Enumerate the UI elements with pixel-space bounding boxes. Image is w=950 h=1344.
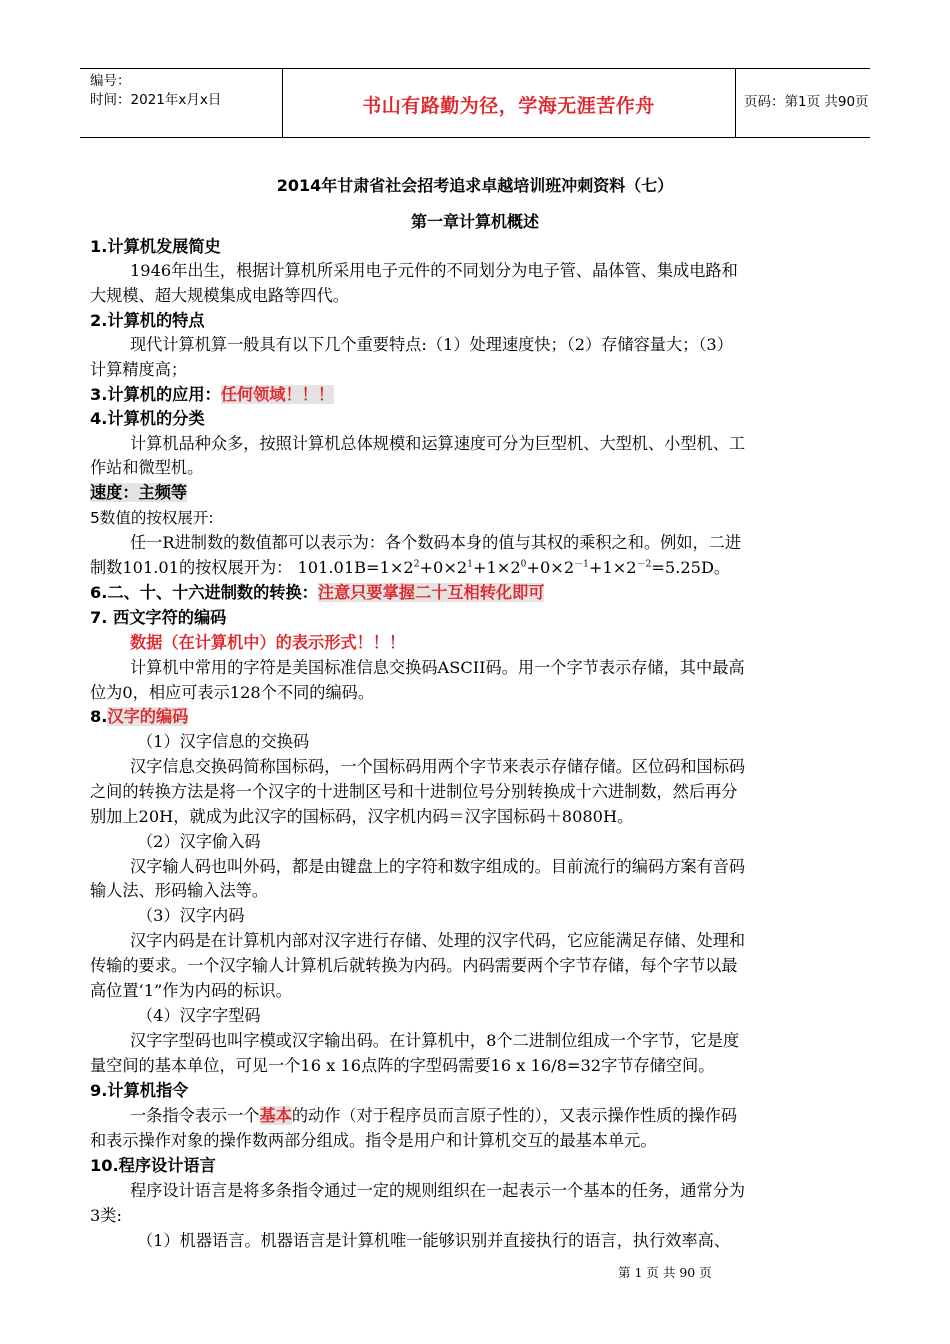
section-8-sub-3: （3）汉字内码 — [137, 906, 245, 925]
section-3-heading — [90, 383, 334, 407]
header-center-cell — [282, 69, 736, 137]
page-footer: 第 1 页 共 90 页 — [618, 1265, 712, 1280]
header-right-cell — [735, 69, 870, 137]
section-5-text-2 — [90, 556, 730, 580]
section-8-sub-1-text-3: 别加上20H，就成为此汉字的国标码，汉字机内码＝汉字国标码＋8080H。 — [90, 807, 634, 826]
section-4-text-2: 作站和微型机。 — [90, 458, 204, 477]
section-2-heading: 2.计算机的特点 — [90, 311, 205, 330]
expansion-part-b: +0×2 — [419, 558, 468, 577]
expansion-part-e: +1×2 — [588, 558, 637, 577]
exponent-2: 1 — [467, 559, 473, 570]
section-9-text-2: 和表示操作对象的操作数两部分组成。指令是用户和计算机交互的最基本单元。 — [90, 1131, 657, 1150]
section-2-text-2: 计算精度高； — [90, 360, 188, 379]
section-4-text-1: 计算机品种众多，按照计算机总体规模和运算速度可分为巨型机、大型机、小型机、工 — [130, 434, 746, 453]
section-1-text-2: 大规模、超大规模集成电路等四代。 — [90, 286, 349, 305]
section-8-sub-2-text-1: 汉字输人码也叫外码，都是由键盘上的字符和数字组成的。目前流行的编码方案有音码 — [130, 857, 746, 876]
time-label: 时间：2021年x月x日 — [90, 92, 222, 108]
exponent-5: －2 — [636, 559, 652, 570]
section-7-text-2: 位为0，相应可表示128个不同的编码。 — [90, 683, 375, 702]
section-8-sub-2: （2）汉字偷入码 — [137, 832, 261, 851]
section-8-sub-3-text-2: 传输的要求。一个汉字输人计算机后就转换为内码。内码需要两个字节存储，每个字节以最 — [90, 956, 738, 975]
section-8-title: 汉字的编码 — [107, 707, 189, 726]
section-1-text-1: 1946年出生，根据计算机所采用电子元件的不同划分为电子管、晶体管、集成电路和 — [130, 261, 738, 280]
section-7-emphasis: 数据（在计算机中）的表示形式！！！ — [130, 633, 406, 652]
section-8-sub-1-text-1: 汉字信息交换码简称国标码，一个国标码用两个字节来表示存储存储。区位码和国标码 — [130, 757, 746, 776]
section-5-heading: 5数值的按权展开: — [90, 509, 214, 527]
page-info: 页码：第1页 共90页 — [744, 94, 869, 110]
section-3-emphasis: 任何领域！！！ — [220, 385, 335, 404]
section-8-sub-3-text-3: 高位置‘1”作为内码的标识。 — [90, 981, 292, 1000]
section-6-heading-label: 6.二、十、十六进制数的转换： — [90, 583, 318, 602]
chapter-title: 第一章计算机概述 — [410, 212, 539, 231]
section-10-text-2: 3类: — [90, 1206, 122, 1225]
section-8-sub-2-text-2: 输人法、形码输入法等。 — [90, 881, 269, 900]
section-7-heading: 7. 西文字符的编码 — [90, 608, 227, 627]
section-9-text-1-b: 的动作（对于程序员而言原子性的），又表示操作性质的操作码 — [291, 1106, 738, 1125]
speed-note: 速度：主频等 — [90, 483, 188, 502]
section-9-text-1-a: 一条指令表示一个 — [130, 1106, 260, 1125]
section-10-text-3: （1）机器语言。机器语言是计算机唯一能够识别并直接执行的语言，执行效率高、 — [137, 1231, 731, 1250]
section-6-emphasis: 注意只要掌握二十互相转化即可 — [317, 583, 545, 602]
section-3-heading-label: 3.计算机的应用： — [90, 385, 221, 404]
expansion-part-f: =5.25D。 — [651, 558, 731, 577]
section-8-sub-1: （1）汉字信息的交换码 — [137, 732, 310, 751]
section-1-heading: 1.计算机发展简史 — [90, 237, 221, 256]
expansion-part-d: +0×2 — [526, 558, 575, 577]
exponent-1: 2 — [413, 559, 420, 570]
section-8-sub-4: （4）汉字字型码 — [137, 1006, 261, 1025]
section-4-note — [90, 481, 187, 505]
doc-title: 2014年甘肃省社会招考追求卓越培训班冲刺资料（七） — [276, 176, 674, 195]
section-8-sub-4-text-2: 量空间的基本单位，可见一个16 x 16点阵的字型码需要16 x 16/8=32字节存储空间。 — [90, 1056, 715, 1075]
section-5-text-1: 任一R进制数的数值都可以表示为：各个数码本身的值与其权的乘积之和。例如，二进 — [130, 533, 742, 552]
section-2-text-1: 现代计算机算一般具有以下几个重要特点:（1）处理速度快；（2）存储容量大；（3） — [130, 335, 733, 354]
section-8-sub-4-text-1: 汉字字型码也叫字模或汉字输出码。在计算机中，8个二进制位组成一个字节，它是度 — [130, 1031, 740, 1050]
exponent-3: 0 — [520, 559, 527, 570]
section-9-text-1 — [130, 1104, 737, 1128]
section-8-sub-1-text-2: 之间的转换方法是将一个汉字的十进制区号和十进制位号分别转换成十六进制数，然后再分 — [90, 782, 738, 801]
expansion-part-c: +1×2 — [472, 558, 521, 577]
motto: 书山有路勤为径，学海无涯苦作舟 — [362, 95, 655, 117]
section-7-text-1: 计算机中常用的字符是美国标准信息交换码ASCII码。用一个字节表示存储，其中最高 — [130, 658, 745, 677]
section-8-heading — [90, 705, 188, 729]
section-8-sub-3-text-1: 汉字内码是在计算机内部对汉字进行存储、处理的汉字代码，它应能满足存储、处理和 — [130, 931, 746, 950]
section-6-heading — [90, 581, 544, 605]
section-10-heading: 10.程序设计语言 — [90, 1156, 216, 1175]
section-9-emphasis: 基本 — [259, 1106, 292, 1125]
section-10-text-1: 程序设计语言是将多条指令通过一定的规则组织在一起表示一个基本的任务，通常分为 — [130, 1181, 746, 1200]
section-4-heading: 4.计算机的分类 — [90, 409, 205, 428]
number-label: 编号： — [90, 73, 131, 89]
section-8-number: 8. — [90, 707, 108, 726]
expansion-part-a: 制数101.01的按权展开为： 101.01B=1×2 — [90, 558, 414, 577]
exponent-4: －1 — [574, 559, 589, 570]
section-9-heading: 9.计算机指令 — [90, 1081, 189, 1100]
header-table — [80, 68, 870, 138]
header-left-cell — [80, 69, 283, 137]
